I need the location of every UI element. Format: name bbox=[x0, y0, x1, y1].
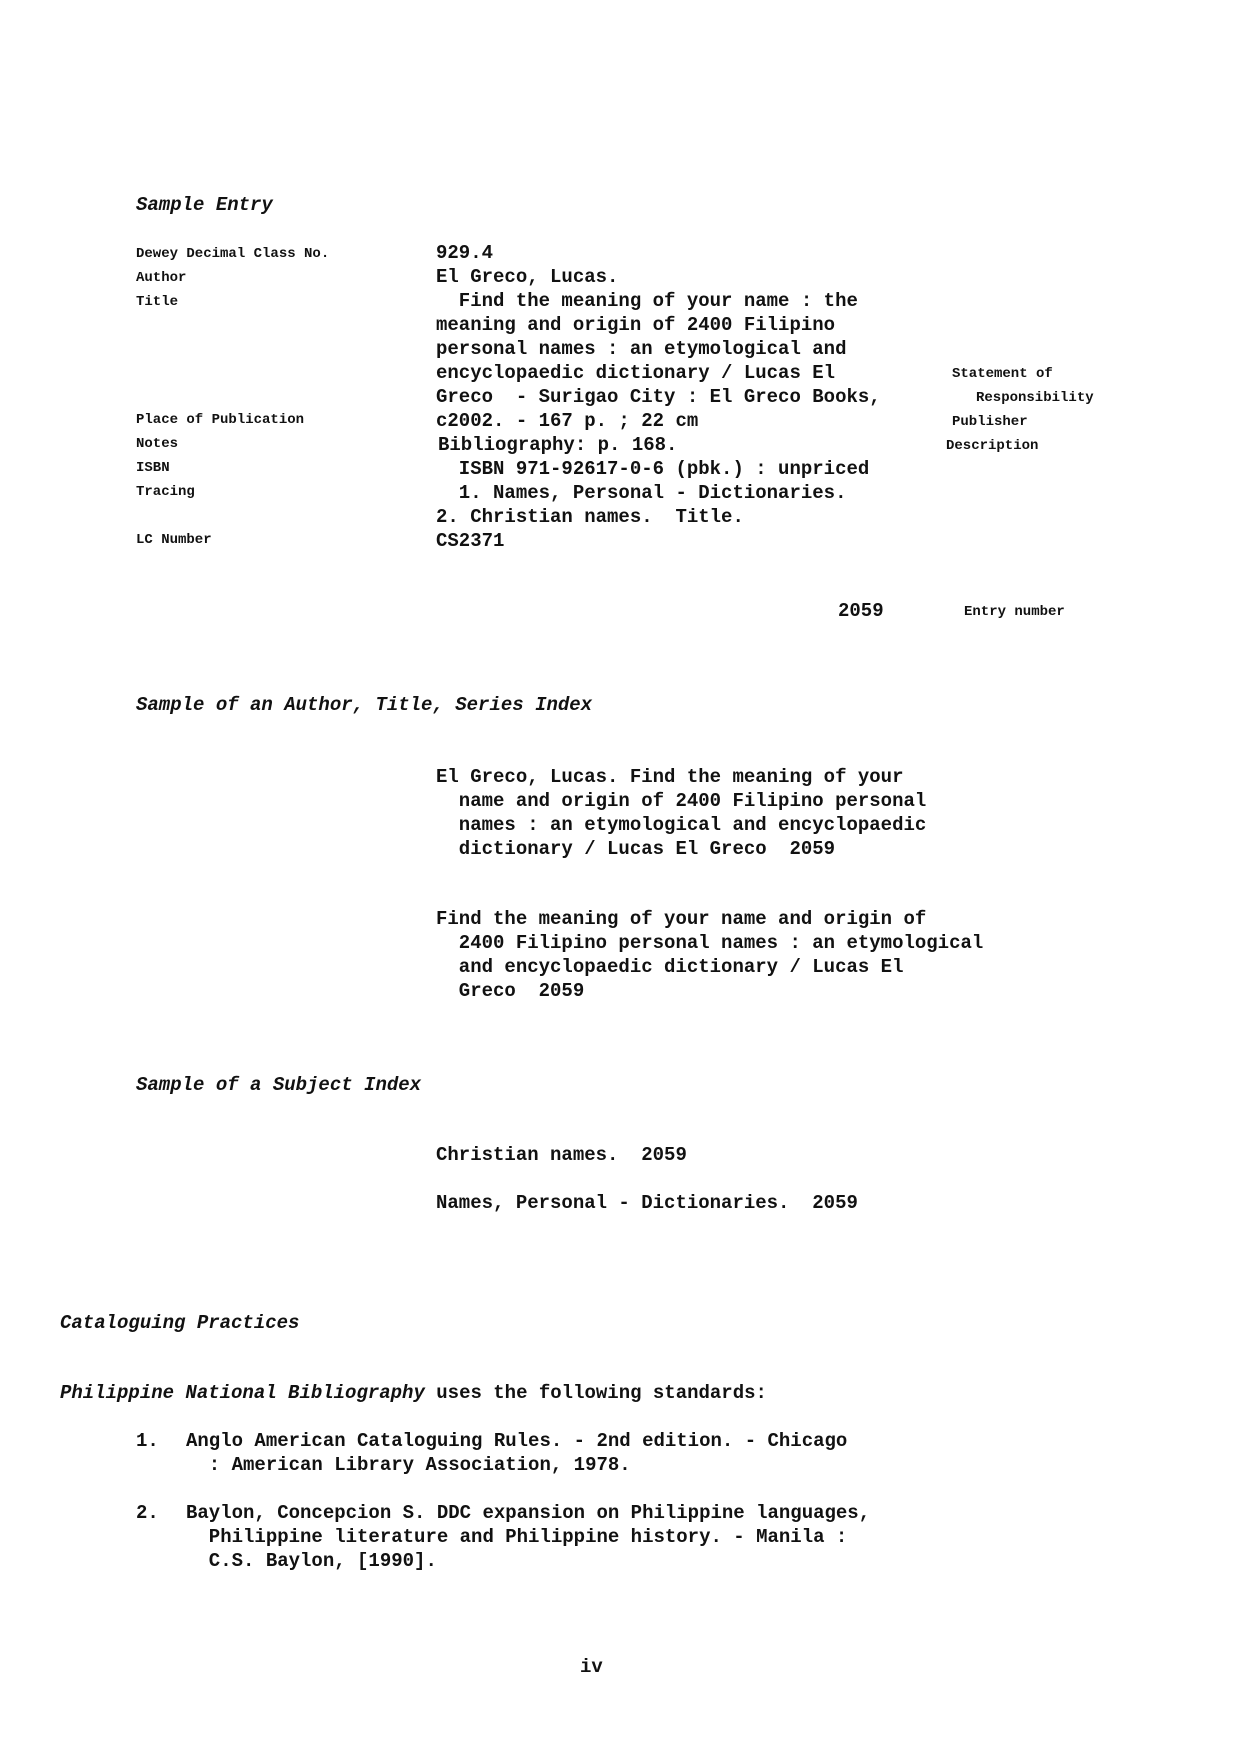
side-label-responsibility: Responsibility bbox=[976, 390, 1094, 406]
label-place: Place of Publication bbox=[136, 412, 305, 428]
label-title: Title bbox=[136, 294, 179, 310]
ats-entry-line: dictionary / Lucas El Greco 2059 bbox=[436, 838, 836, 860]
list-item-number: 2. bbox=[136, 1502, 159, 1524]
subject-entry: Names, Personal - Dictionaries. 2059 bbox=[436, 1192, 858, 1214]
entry-line: 929.4 bbox=[436, 242, 494, 264]
page-number: iv bbox=[580, 1656, 603, 1678]
subject-index-heading: Sample of a Subject Index bbox=[136, 1074, 422, 1096]
ats-entry-line: Greco 2059 bbox=[436, 980, 585, 1002]
entry-line: 2. Christian names. Title. bbox=[436, 506, 744, 528]
cataloguing-intro bbox=[60, 1382, 767, 1404]
list-item-line: Baylon, Concepcion S. DDC expansion on Philippine languages, bbox=[186, 1502, 871, 1524]
entry-line: Bibliography: p. 168. bbox=[438, 434, 678, 456]
list-item-number: 1. bbox=[136, 1430, 159, 1452]
cataloguing-heading: Cataloguing Practices bbox=[60, 1312, 300, 1334]
entry-line: c2002. - 167 p. ; 22 cm bbox=[436, 410, 699, 432]
label-dewey: Dewey Decimal Class No. bbox=[136, 246, 330, 262]
list-item-line: Philippine literature and Philippine history. - Manila : bbox=[186, 1526, 848, 1548]
list-item-line: C.S. Baylon, [1990]. bbox=[186, 1550, 437, 1572]
entry-line: 1. Names, Personal - Dictionaries. bbox=[436, 482, 847, 504]
ats-index-heading: Sample of an Author, Title, Series Index bbox=[136, 694, 593, 716]
label-isbn: ISBN bbox=[136, 460, 170, 476]
entry-line: meaning and origin of 2400 Filipino bbox=[436, 314, 836, 336]
entry-line: personal names : an etymological and bbox=[436, 338, 847, 360]
ats-entry-line: 2400 Filipino personal names : an etymological bbox=[436, 932, 984, 954]
list-item-line: : American Library Association, 1978. bbox=[186, 1454, 631, 1476]
entry-line: CS2371 bbox=[436, 530, 505, 552]
side-label-description: Description bbox=[946, 438, 1039, 454]
ats-entry-line: Find the meaning of your name and origin of bbox=[436, 908, 927, 930]
intro-rest: uses the following standards: bbox=[424, 1382, 767, 1404]
ats-entry-line: name and origin of 2400 Filipino personal bbox=[436, 790, 927, 812]
label-lc-number: LC Number bbox=[136, 532, 212, 548]
intro-italic: Philippine National Bibliography bbox=[60, 1382, 425, 1404]
label-notes: Notes bbox=[136, 436, 179, 452]
ats-entry-line: and encyclopaedic dictionary / Lucas El bbox=[436, 956, 904, 978]
entry-line: ISBN 971-92617-0-6 (pbk.) : unpriced bbox=[436, 458, 870, 480]
side-label-publisher: Publisher bbox=[952, 414, 1028, 430]
entry-number: 2059 bbox=[838, 600, 884, 622]
subject-entry: Christian names. 2059 bbox=[436, 1144, 687, 1166]
ats-entry-line: El Greco, Lucas. Find the meaning of your bbox=[436, 766, 904, 788]
entry-line: Greco - Surigao City : El Greco Books, bbox=[436, 386, 881, 408]
label-author: Author bbox=[136, 270, 187, 286]
entry-line: Find the meaning of your name : the bbox=[436, 290, 858, 312]
entry-number-label: Entry number bbox=[964, 604, 1065, 620]
label-tracing: Tracing bbox=[136, 484, 195, 500]
entry-line: encyclopaedic dictionary / Lucas El bbox=[436, 362, 836, 384]
list-item-line: Anglo American Cataloguing Rules. - 2nd edition. - Chicago bbox=[186, 1430, 848, 1452]
entry-line: El Greco, Lucas. bbox=[436, 266, 619, 288]
sample-entry-heading: Sample Entry bbox=[136, 194, 273, 216]
ats-entry-line: names : an etymological and encyclopaedic bbox=[436, 814, 927, 836]
side-label-statement-of: Statement of bbox=[952, 366, 1053, 382]
